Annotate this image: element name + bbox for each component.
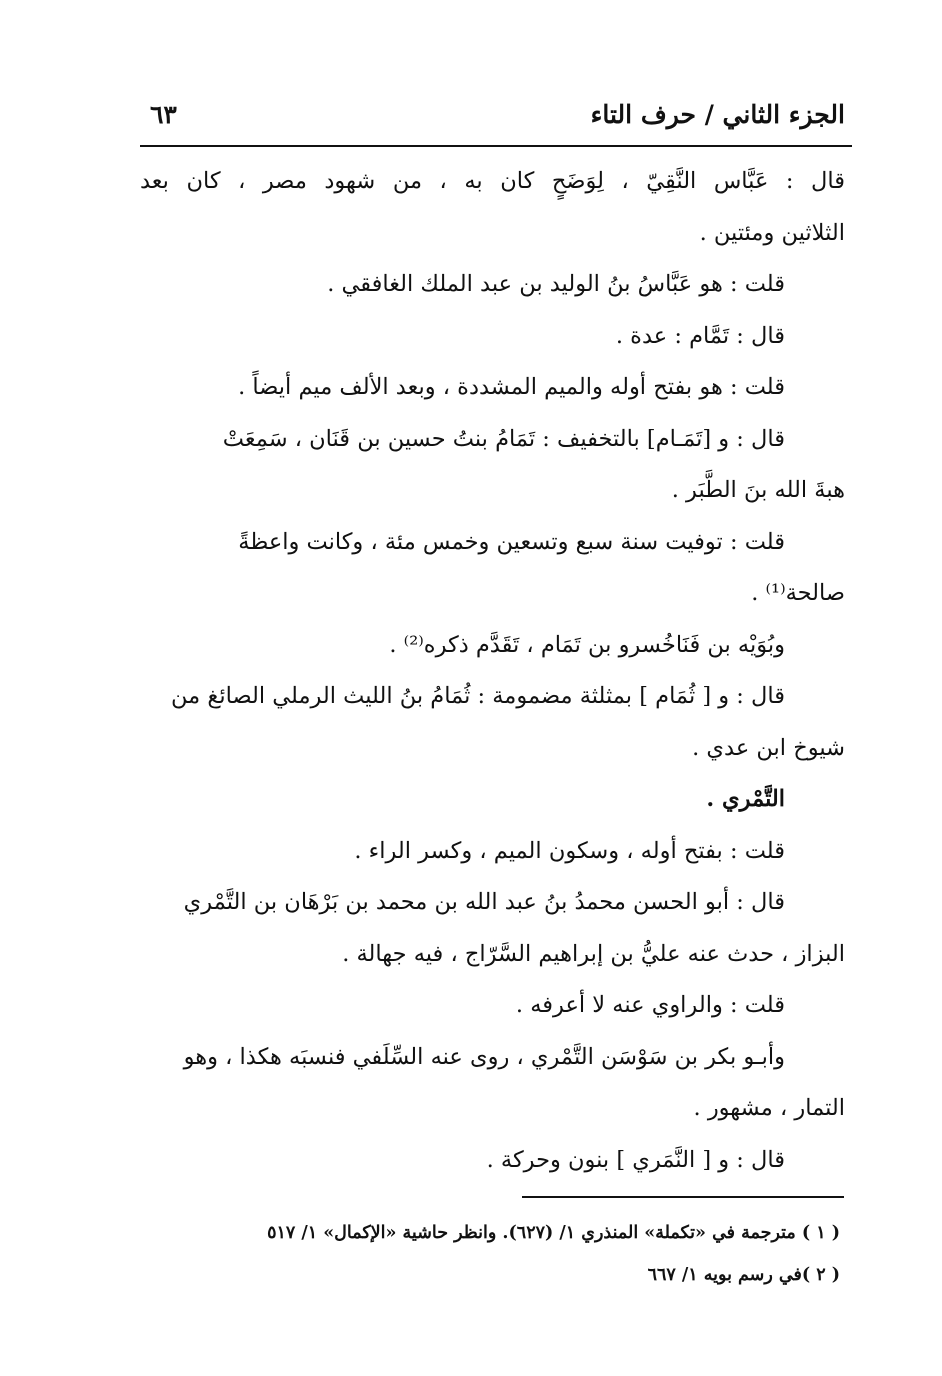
text-line: قلت : هو عَبَّاسُ بنُ الوليد بن عبد الملك الغافقي .	[327, 271, 785, 297]
text-line: قال : و [ النَّمَري ] بنون وحركة .	[486, 1146, 785, 1173]
text-line: قال : أبو الحسن محمدُ بنُ عبد الله بن محمد بن بَرْهَان بن التَّمْري	[183, 889, 785, 915]
text-line: قال : و [ ثُمَام ] بمثلثة مضمومة : ثُمَامُ بنُ الليث الرملي الصائغ من	[171, 683, 785, 709]
text-line: قال : تَمَّام : عدة .	[615, 322, 785, 349]
text-line: قلت : بفتح أوله ، وسكون الميم ، وكسر الراء .	[354, 837, 785, 864]
entry-heading: التَّمْري .	[706, 786, 785, 812]
text-line: البزاز ، حدث عنه عليُّ بن إبراهيم السَّرّاج ، فيه جهالة .	[342, 940, 845, 967]
page-number: ٦٣	[150, 100, 177, 129]
footnote-1: ( ١ ) مترجمة في «تكملة» المنذري ١/ (٦٢٧). وانظر حاشية «الإكمال» ١/ ٥١٧	[267, 1223, 840, 1243]
text-line: قال : عَبَّاس النَّقِيّ ، لِوَضَحٍ كان به ، من شهود مصر ، كان بعد	[140, 168, 845, 194]
text-line: قلت : هو بفتح أوله والميم المشددة ، وبعد الألف ميم أيضاً .	[238, 374, 785, 400]
body-text	[140, 156, 845, 1186]
header-rule	[140, 145, 852, 147]
text-line: التمار ، مشهور .	[693, 1095, 845, 1121]
text-line: وأبـو بكر بن سَوْسَن التَّمْري ، روى عنه السِّلَفي فنسبَه هكذا ، وهو	[183, 1043, 785, 1070]
text-line: هبةَ الله بنَ الطَّبَر .	[671, 477, 845, 503]
text-line: وبُوَيْه بن فَنَاخُسرو بن تَمَام ، تَقَدَّم ذكره⁽²⁾ .	[389, 631, 785, 658]
footnotes	[140, 1212, 840, 1296]
text-line: صالحة⁽¹⁾ .	[751, 580, 845, 606]
footnote-2: ( ٢ )في رسم بويه ١/ ٦٦٧	[647, 1265, 840, 1285]
text-line: قال : و [تَمَـام] بالتخفيف : تَمَامُ بنتُ حسين بن قَنَان ، سَمِعَتْ	[222, 425, 785, 452]
text-line: قلت : توفيت سنة سبع وتسعين وخمس مئة ، وكانت واعظةً	[238, 528, 785, 555]
text-line: شيوخ ابن عدي .	[692, 734, 845, 761]
text-line: قلت : والراوي عنه لا أعرفه .	[515, 992, 785, 1018]
running-title: الجزء الثاني / حرف التاء	[590, 100, 845, 129]
text-line: الثلاثين ومئتين .	[699, 219, 845, 246]
footnote-rule	[522, 1196, 844, 1198]
page-header	[140, 96, 845, 140]
